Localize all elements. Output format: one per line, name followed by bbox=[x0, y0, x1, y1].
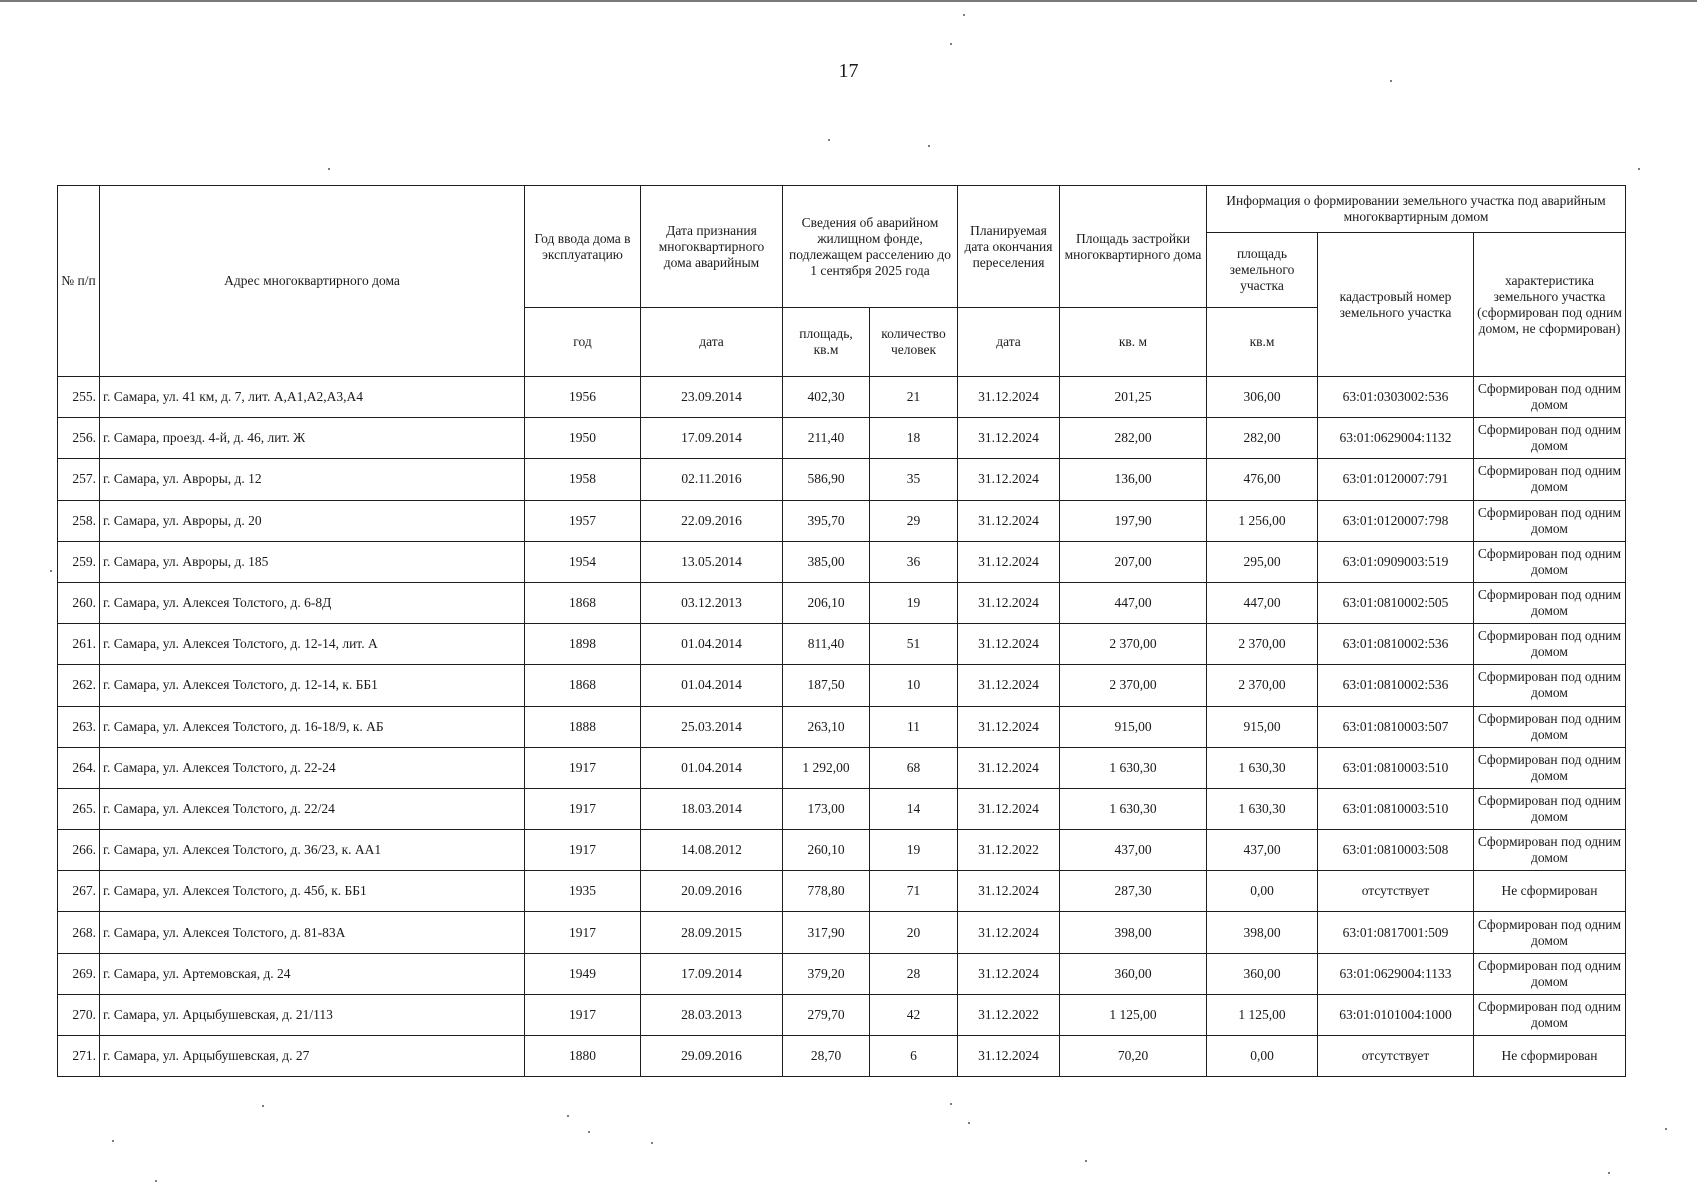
row-cadastral: 63:01:0101004:1000 bbox=[1318, 994, 1474, 1035]
row-area: 778,80 bbox=[783, 871, 870, 912]
scan-speck bbox=[112, 1140, 114, 1142]
row-people: 14 bbox=[870, 788, 958, 829]
header-unit-year: год bbox=[525, 308, 641, 377]
row-date: 28.03.2013 bbox=[641, 994, 783, 1035]
row-area: 279,70 bbox=[783, 994, 870, 1035]
row-building-area: 360,00 bbox=[1060, 953, 1207, 994]
row-cadastral: 63:01:0629004:1133 bbox=[1318, 953, 1474, 994]
row-date: 03.12.2013 bbox=[641, 582, 783, 623]
row-land-area: 1 256,00 bbox=[1207, 500, 1318, 541]
scan-speck bbox=[1665, 1128, 1667, 1130]
row-building-area: 282,00 bbox=[1060, 418, 1207, 459]
row-people: 35 bbox=[870, 459, 958, 500]
row-people: 10 bbox=[870, 665, 958, 706]
row-date: 23.09.2014 bbox=[641, 377, 783, 418]
row-people: 18 bbox=[870, 418, 958, 459]
scan-speck bbox=[950, 1103, 952, 1105]
row-address: г. Самара, ул. Алексея Толстого, д. 12-14, лит. А bbox=[100, 624, 525, 665]
row-cadastral: 63:01:0303002:536 bbox=[1318, 377, 1474, 418]
row-num: 257. bbox=[58, 459, 100, 500]
table-row bbox=[58, 953, 1626, 994]
row-date: 01.04.2014 bbox=[641, 665, 783, 706]
row-status: Сформирован под одним домом bbox=[1474, 706, 1626, 747]
row-planned: 31.12.2024 bbox=[958, 582, 1060, 623]
row-date: 14.08.2012 bbox=[641, 830, 783, 871]
row-date: 01.04.2014 bbox=[641, 747, 783, 788]
row-planned: 31.12.2024 bbox=[958, 953, 1060, 994]
row-status: Сформирован под одним домом bbox=[1474, 582, 1626, 623]
row-building-area: 1 125,00 bbox=[1060, 994, 1207, 1035]
row-address: г. Самара, ул. Алексея Толстого, д. 12-14, к. ББ1 bbox=[100, 665, 525, 706]
row-planned: 31.12.2024 bbox=[958, 706, 1060, 747]
row-area: 379,20 bbox=[783, 953, 870, 994]
row-building-area: 70,20 bbox=[1060, 1036, 1207, 1077]
scan-speck bbox=[50, 570, 52, 572]
row-land-area: 437,00 bbox=[1207, 830, 1318, 871]
row-year: 1917 bbox=[525, 912, 641, 953]
row-people: 6 bbox=[870, 1036, 958, 1077]
header-unit-planned-date: дата bbox=[958, 308, 1060, 377]
row-year: 1957 bbox=[525, 500, 641, 541]
row-num: 261. bbox=[58, 624, 100, 665]
scan-speck bbox=[963, 14, 965, 16]
row-building-area: 398,00 bbox=[1060, 912, 1207, 953]
row-num: 267. bbox=[58, 871, 100, 912]
table-row bbox=[58, 788, 1626, 829]
row-land-area: 1 630,30 bbox=[1207, 747, 1318, 788]
row-year: 1888 bbox=[525, 706, 641, 747]
row-year: 1958 bbox=[525, 459, 641, 500]
row-address: г. Самара, ул. Арцыбушевская, д. 27 bbox=[100, 1036, 525, 1077]
row-building-area: 2 370,00 bbox=[1060, 624, 1207, 665]
row-date: 25.03.2014 bbox=[641, 706, 783, 747]
row-land-area: 447,00 bbox=[1207, 582, 1318, 623]
row-address: г. Самара, ул. Авроры, д. 12 bbox=[100, 459, 525, 500]
emergency-housing-table bbox=[57, 185, 1626, 1077]
row-year: 1917 bbox=[525, 830, 641, 871]
row-year: 1868 bbox=[525, 665, 641, 706]
row-num: 260. bbox=[58, 582, 100, 623]
scan-speck bbox=[1608, 1172, 1610, 1174]
header-num: № п/п bbox=[58, 186, 100, 377]
row-address: г. Самара, ул. Алексея Толстого, д. 22-24 bbox=[100, 747, 525, 788]
row-num: 255. bbox=[58, 377, 100, 418]
row-planned: 31.12.2022 bbox=[958, 830, 1060, 871]
row-status: Сформирован под одним домом bbox=[1474, 953, 1626, 994]
row-year: 1917 bbox=[525, 994, 641, 1035]
row-building-area: 2 370,00 bbox=[1060, 665, 1207, 706]
table-row bbox=[58, 706, 1626, 747]
row-num: 271. bbox=[58, 1036, 100, 1077]
row-status: Сформирован под одним домом bbox=[1474, 994, 1626, 1035]
row-year: 1954 bbox=[525, 541, 641, 582]
row-status: Сформирован под одним домом bbox=[1474, 747, 1626, 788]
row-status: Сформирован под одним домом bbox=[1474, 830, 1626, 871]
row-num: 263. bbox=[58, 706, 100, 747]
row-land-area: 306,00 bbox=[1207, 377, 1318, 418]
row-address: г. Самара, ул. Алексея Толстого, д. 16-18/9, к. АБ bbox=[100, 706, 525, 747]
header-land-area: площадь земельного участка bbox=[1207, 233, 1318, 308]
row-cadastral: 63:01:0909003:519 bbox=[1318, 541, 1474, 582]
row-cadastral: отсутствует bbox=[1318, 871, 1474, 912]
header-cadastral: кадастровый номер земельного участка bbox=[1318, 233, 1474, 377]
page-number: 17 bbox=[838, 60, 859, 82]
row-status: Сформирован под одним домом bbox=[1474, 500, 1626, 541]
header-unit-date: дата bbox=[641, 308, 783, 377]
row-year: 1956 bbox=[525, 377, 641, 418]
row-area: 811,40 bbox=[783, 624, 870, 665]
scan-top-border bbox=[0, 0, 1697, 2]
table-row bbox=[58, 1036, 1626, 1077]
table-row bbox=[58, 500, 1626, 541]
row-year: 1898 bbox=[525, 624, 641, 665]
row-area: 28,70 bbox=[783, 1036, 870, 1077]
row-status: Не сформирован bbox=[1474, 871, 1626, 912]
row-land-area: 398,00 bbox=[1207, 912, 1318, 953]
row-status: Не сформирован bbox=[1474, 1036, 1626, 1077]
row-people: 36 bbox=[870, 541, 958, 582]
row-land-area: 295,00 bbox=[1207, 541, 1318, 582]
row-building-area: 1 630,30 bbox=[1060, 747, 1207, 788]
row-planned: 31.12.2024 bbox=[958, 418, 1060, 459]
row-address: г. Самара, ул. Алексея Толстого, д. 6-8Д bbox=[100, 582, 525, 623]
row-cadastral: 63:01:0810002:536 bbox=[1318, 665, 1474, 706]
row-cadastral: 63:01:0817001:509 bbox=[1318, 912, 1474, 953]
row-land-area: 282,00 bbox=[1207, 418, 1318, 459]
table-row bbox=[58, 624, 1626, 665]
row-planned: 31.12.2024 bbox=[958, 788, 1060, 829]
row-area: 187,50 bbox=[783, 665, 870, 706]
row-building-area: 447,00 bbox=[1060, 582, 1207, 623]
row-building-area: 136,00 bbox=[1060, 459, 1207, 500]
row-date: 28.09.2015 bbox=[641, 912, 783, 953]
row-land-area: 915,00 bbox=[1207, 706, 1318, 747]
header-unit-building-area: кв. м bbox=[1060, 308, 1207, 377]
row-year: 1949 bbox=[525, 953, 641, 994]
table-row bbox=[58, 418, 1626, 459]
row-land-area: 360,00 bbox=[1207, 953, 1318, 994]
row-planned: 31.12.2024 bbox=[958, 912, 1060, 953]
row-people: 21 bbox=[870, 377, 958, 418]
row-building-area: 201,25 bbox=[1060, 377, 1207, 418]
row-cadastral: 63:01:0810003:510 bbox=[1318, 788, 1474, 829]
scan-speck bbox=[588, 1131, 590, 1133]
row-planned: 31.12.2024 bbox=[958, 665, 1060, 706]
row-cadastral: 63:01:0810003:507 bbox=[1318, 706, 1474, 747]
row-address: г. Самара, ул. Авроры, д. 185 bbox=[100, 541, 525, 582]
scan-speck bbox=[1638, 168, 1640, 170]
row-address: г. Самара, ул. Артемовская, д. 24 bbox=[100, 953, 525, 994]
scan-speck bbox=[1085, 1160, 1087, 1162]
row-cadastral: 63:01:0810003:508 bbox=[1318, 830, 1474, 871]
table-row bbox=[58, 912, 1626, 953]
row-area: 395,70 bbox=[783, 500, 870, 541]
header-land-info: Информация о формировании земельного участка под аварийным многоквартирным домом bbox=[1207, 186, 1626, 233]
row-date: 22.09.2016 bbox=[641, 500, 783, 541]
row-year: 1935 bbox=[525, 871, 641, 912]
header-unit-people: количество человек bbox=[870, 308, 958, 377]
row-status: Сформирован под одним домом bbox=[1474, 459, 1626, 500]
row-address: г. Самара, ул. Авроры, д. 20 bbox=[100, 500, 525, 541]
row-building-area: 287,30 bbox=[1060, 871, 1207, 912]
row-people: 11 bbox=[870, 706, 958, 747]
row-year: 1917 bbox=[525, 747, 641, 788]
header-land-characteristic: характеристика земельного участка (сформирован под одним домом, не сформирован) bbox=[1474, 233, 1626, 377]
row-cadastral: 63:01:0629004:1132 bbox=[1318, 418, 1474, 459]
row-address: г. Самара, ул. Арцыбушевская, д. 21/113 bbox=[100, 994, 525, 1035]
row-year: 1868 bbox=[525, 582, 641, 623]
table-row bbox=[58, 994, 1626, 1035]
row-area: 263,10 bbox=[783, 706, 870, 747]
row-planned: 31.12.2024 bbox=[958, 459, 1060, 500]
row-num: 268. bbox=[58, 912, 100, 953]
row-year: 1880 bbox=[525, 1036, 641, 1077]
table-row bbox=[58, 459, 1626, 500]
row-num: 264. bbox=[58, 747, 100, 788]
header-date-emergency: Дата признания многоквартирного дома аварийным bbox=[641, 186, 783, 308]
scan-speck bbox=[928, 145, 930, 147]
row-planned: 31.12.2022 bbox=[958, 994, 1060, 1035]
row-land-area: 0,00 bbox=[1207, 1036, 1318, 1077]
row-cadastral: 63:01:0120007:791 bbox=[1318, 459, 1474, 500]
row-num: 258. bbox=[58, 500, 100, 541]
row-status: Сформирован под одним домом bbox=[1474, 788, 1626, 829]
row-num: 265. bbox=[58, 788, 100, 829]
row-date: 20.09.2016 bbox=[641, 871, 783, 912]
row-planned: 31.12.2024 bbox=[958, 541, 1060, 582]
row-num: 269. bbox=[58, 953, 100, 994]
row-building-area: 197,90 bbox=[1060, 500, 1207, 541]
row-people: 29 bbox=[870, 500, 958, 541]
row-people: 20 bbox=[870, 912, 958, 953]
row-land-area: 0,00 bbox=[1207, 871, 1318, 912]
row-building-area: 1 630,30 bbox=[1060, 788, 1207, 829]
row-building-area: 437,00 bbox=[1060, 830, 1207, 871]
row-area: 211,40 bbox=[783, 418, 870, 459]
row-planned: 31.12.2024 bbox=[958, 871, 1060, 912]
row-address: г. Самара, ул. Алексея Толстого, д. 22/24 bbox=[100, 788, 525, 829]
row-date: 01.04.2014 bbox=[641, 624, 783, 665]
row-cadastral: отсутствует bbox=[1318, 1036, 1474, 1077]
header-planned-date: Планируемая дата окончания переселения bbox=[958, 186, 1060, 308]
row-area: 385,00 bbox=[783, 541, 870, 582]
row-area: 260,10 bbox=[783, 830, 870, 871]
scan-speck bbox=[155, 1180, 157, 1182]
row-address: г. Самара, ул. Алексея Толстого, д. 81-83А bbox=[100, 912, 525, 953]
row-people: 68 bbox=[870, 747, 958, 788]
row-land-area: 1 125,00 bbox=[1207, 994, 1318, 1035]
row-area: 402,30 bbox=[783, 377, 870, 418]
row-area: 317,90 bbox=[783, 912, 870, 953]
row-building-area: 207,00 bbox=[1060, 541, 1207, 582]
row-cadastral: 63:01:0810002:536 bbox=[1318, 624, 1474, 665]
scan-speck bbox=[328, 168, 330, 170]
row-planned: 31.12.2024 bbox=[958, 747, 1060, 788]
header-emergency-info: Сведения об аварийном жилищном фонде, подлежащем расселению до 1 сентября 2025 года bbox=[783, 186, 958, 308]
row-planned: 31.12.2024 bbox=[958, 500, 1060, 541]
row-land-area: 476,00 bbox=[1207, 459, 1318, 500]
row-people: 19 bbox=[870, 582, 958, 623]
row-planned: 31.12.2024 bbox=[958, 377, 1060, 418]
row-num: 262. bbox=[58, 665, 100, 706]
scan-speck bbox=[828, 139, 830, 141]
row-date: 02.11.2016 bbox=[641, 459, 783, 500]
header-year-commission: Год ввода дома в эксплуатацию bbox=[525, 186, 641, 308]
row-land-area: 2 370,00 bbox=[1207, 665, 1318, 706]
row-cadastral: 63:01:0810002:505 bbox=[1318, 582, 1474, 623]
row-area: 1 292,00 bbox=[783, 747, 870, 788]
row-year: 1950 bbox=[525, 418, 641, 459]
row-status: Сформирован под одним домом bbox=[1474, 377, 1626, 418]
row-status: Сформирован под одним домом bbox=[1474, 624, 1626, 665]
row-num: 270. bbox=[58, 994, 100, 1035]
row-status: Сформирован под одним домом bbox=[1474, 418, 1626, 459]
row-address: г. Самара, проезд. 4-й, д. 46, лит. Ж bbox=[100, 418, 525, 459]
row-people: 71 bbox=[870, 871, 958, 912]
row-area: 206,10 bbox=[783, 582, 870, 623]
row-planned: 31.12.2024 bbox=[958, 1036, 1060, 1077]
scan-speck bbox=[567, 1115, 569, 1117]
row-planned: 31.12.2024 bbox=[958, 624, 1060, 665]
row-date: 13.05.2014 bbox=[641, 541, 783, 582]
row-building-area: 915,00 bbox=[1060, 706, 1207, 747]
header-address: Адрес многоквартирного дома bbox=[100, 186, 525, 377]
row-people: 28 bbox=[870, 953, 958, 994]
table-row bbox=[58, 377, 1626, 418]
header-building-area: Площадь застройки многоквартирного дома bbox=[1060, 186, 1207, 308]
row-date: 29.09.2016 bbox=[641, 1036, 783, 1077]
table-row bbox=[58, 582, 1626, 623]
row-status: Сформирован под одним домом bbox=[1474, 912, 1626, 953]
row-address: г. Самара, ул. 41 км, д. 7, лит. А,А1,А2,А3,А4 bbox=[100, 377, 525, 418]
row-cadastral: 63:01:0810003:510 bbox=[1318, 747, 1474, 788]
row-address: г. Самара, ул. Алексея Толстого, д. 36/23, к. АА1 bbox=[100, 830, 525, 871]
row-people: 42 bbox=[870, 994, 958, 1035]
row-date: 17.09.2014 bbox=[641, 953, 783, 994]
row-area: 586,90 bbox=[783, 459, 870, 500]
row-num: 266. bbox=[58, 830, 100, 871]
header-unit-area: площадь, кв.м bbox=[783, 308, 870, 377]
row-area: 173,00 bbox=[783, 788, 870, 829]
table-row bbox=[58, 541, 1626, 582]
table-row bbox=[58, 747, 1626, 788]
scan-speck bbox=[950, 43, 952, 45]
table-row bbox=[58, 830, 1626, 871]
header-unit-land-area: кв.м bbox=[1207, 308, 1318, 377]
row-people: 51 bbox=[870, 624, 958, 665]
row-status: Сформирован под одним домом bbox=[1474, 665, 1626, 706]
scan-speck bbox=[1390, 80, 1392, 82]
row-cadastral: 63:01:0120007:798 bbox=[1318, 500, 1474, 541]
scan-speck bbox=[968, 1122, 970, 1124]
row-date: 17.09.2014 bbox=[641, 418, 783, 459]
table-row bbox=[58, 871, 1626, 912]
table-row bbox=[58, 665, 1626, 706]
row-year: 1917 bbox=[525, 788, 641, 829]
table-body bbox=[58, 377, 1626, 1077]
row-num: 259. bbox=[58, 541, 100, 582]
row-date: 18.03.2014 bbox=[641, 788, 783, 829]
row-people: 19 bbox=[870, 830, 958, 871]
scan-speck bbox=[651, 1142, 653, 1144]
row-land-area: 1 630,30 bbox=[1207, 788, 1318, 829]
row-status: Сформирован под одним домом bbox=[1474, 541, 1626, 582]
row-address: г. Самара, ул. Алексея Толстого, д. 45б, к. ББ1 bbox=[100, 871, 525, 912]
row-land-area: 2 370,00 bbox=[1207, 624, 1318, 665]
row-num: 256. bbox=[58, 418, 100, 459]
scan-speck bbox=[262, 1105, 264, 1107]
